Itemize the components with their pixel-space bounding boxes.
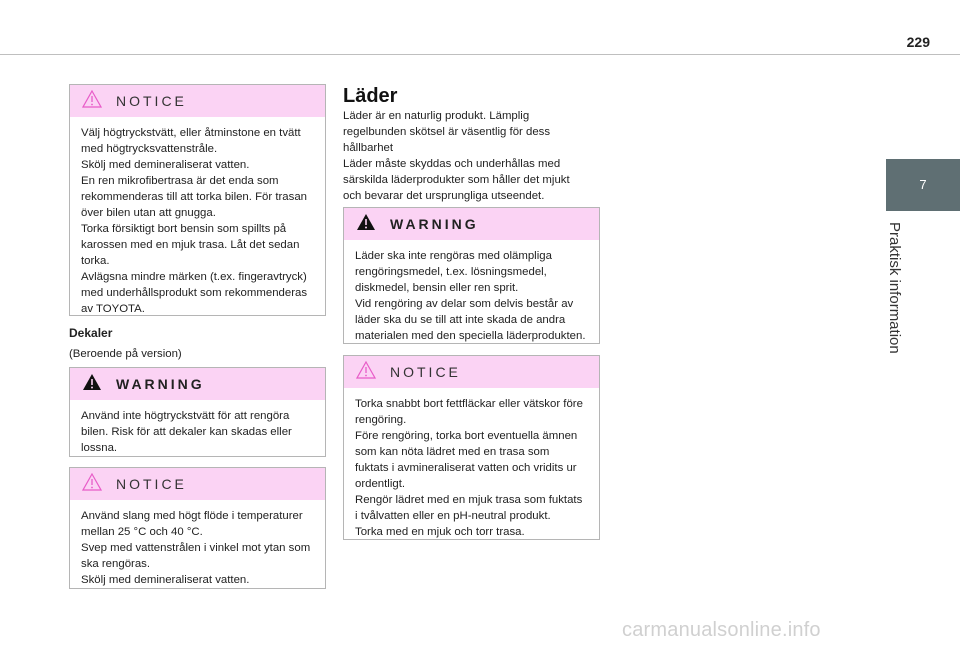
notice-label: NOTICE	[116, 476, 187, 492]
text-line: Läder är en naturlig produkt. Lämplig	[343, 110, 530, 122]
chapter-title-text: Praktisk information	[886, 222, 903, 354]
text-line: bilen. Risk för att dekaler kan skadas eller	[81, 426, 292, 438]
text-line: lossna.	[81, 442, 118, 454]
text-line: materialen med den speciella läderprodukten.	[355, 330, 586, 342]
warning-triangle-icon	[82, 373, 102, 396]
text-line: regelbunden skötsel är väsentlig för dess	[343, 126, 551, 138]
text-line: rengöring.	[355, 414, 407, 426]
text-line: Torka med en mjuk och torr trasa.	[355, 526, 525, 538]
notice-box-cleaning	[69, 84, 326, 316]
notice-header	[344, 356, 599, 388]
text-line: med underhållsprodukt som rekommenderas	[81, 287, 308, 299]
text-line: Använd slang med högt flöde i temperaturer	[81, 510, 303, 522]
text-line: Vid rengöring av delar som delvis består av	[355, 298, 574, 310]
text-line: fuktats i avmineraliserat vatten och vridits ur	[355, 462, 577, 474]
notice-body	[344, 388, 599, 546]
text-line: En ren mikrofibertrasa är det enda som	[81, 175, 279, 187]
section-heading-dekaler: Dekaler	[69, 326, 113, 340]
text-line: diskmedel, bensin eller ren sprit.	[355, 282, 519, 294]
warning-box-leather	[343, 207, 600, 344]
notice-header	[70, 85, 325, 117]
notice-body	[70, 500, 325, 594]
warning-label: WARNING	[116, 376, 205, 392]
warning-box-decals	[69, 367, 326, 457]
text-line: med högtrycksvattenstråle.	[81, 143, 218, 155]
text-line: ska rengöras.	[81, 558, 151, 570]
text-line: Torka snabbt bort fettfläckar eller vätskor före	[355, 398, 583, 410]
text-line: Skölj med demineraliserat vatten.	[81, 574, 250, 586]
text-line: ordentligt.	[355, 478, 406, 490]
notice-box-hose	[69, 467, 326, 589]
text-line: som kan nöta lädret med en trasa som	[355, 446, 550, 458]
text-line: Läder måste skyddas och underhållas med	[343, 158, 561, 170]
watermark: carmanualsonline.info	[622, 619, 821, 641]
warning-header	[70, 368, 325, 400]
text-line: Skölj med demineraliserat vatten.	[81, 159, 250, 171]
text-line: och bevarar det ursprungliga utseendet.	[343, 190, 545, 202]
notice-triangle-icon	[82, 473, 102, 496]
notice-triangle-icon	[356, 361, 376, 384]
text-line: Rengör lädret med en mjuk trasa som fuktats	[355, 494, 583, 506]
notice-body	[70, 117, 325, 323]
notice-header	[70, 468, 325, 500]
chapter-title	[883, 222, 903, 422]
text-line: rengöringsmedel, t.ex. lösningsmedel,	[355, 266, 547, 278]
section-title-lader: Läder	[343, 85, 398, 107]
text-line: Svep med vattenstrålen i vinkel mot ytan som	[81, 542, 311, 554]
text-line: mellan 25 °C och 40 °C.	[81, 526, 203, 538]
text-line: hållbarhet	[343, 142, 394, 154]
text-line: Torka försiktigt bort bensin som spillts på	[81, 223, 287, 235]
text-line: över bilen utan att gnugga.	[81, 207, 216, 219]
text-line: Före rengöring, torka bort eventuella ämnen	[355, 430, 578, 442]
text-line: torka.	[81, 255, 110, 267]
dekaler-version-note: (Beroende på version)	[69, 348, 182, 360]
text-line: särskilda läderprodukter som håller det mjukt	[343, 174, 570, 186]
text-line: karossen med en mjuk trasa. Låt det sedan	[81, 239, 300, 251]
warning-body	[70, 400, 325, 462]
text-line: Använd inte högtryckstvätt för att rengöra	[81, 410, 290, 422]
top-divider	[0, 54, 960, 55]
text-line: Välj högtryckstvätt, eller åtminstone en tvätt	[81, 127, 301, 139]
text-line: Läder ska inte rengöras med olämpliga	[355, 250, 552, 262]
warning-label: WARNING	[390, 216, 479, 232]
lader-intro	[343, 108, 593, 204]
notice-label: NOTICE	[390, 364, 461, 380]
text-line: av TOYOTA.	[81, 303, 145, 315]
warning-header	[344, 208, 599, 240]
text-line: rekommenderas till att torka bilen. För trasan	[81, 191, 308, 203]
warning-body	[344, 240, 599, 350]
text-line: Avlägsna mindre märken (t.ex. fingeravtryck)	[81, 271, 307, 283]
notice-label: NOTICE	[116, 93, 187, 109]
text-line: i tvålvatten eller en pH-neutral produkt.	[355, 510, 551, 522]
notice-triangle-icon	[82, 90, 102, 113]
notice-box-leather-care	[343, 355, 600, 540]
page-number: 229	[906, 34, 930, 50]
text-line: läder ska du se till att inte skada de andra	[355, 314, 566, 326]
chapter-tab[interactable]: 7	[886, 159, 960, 211]
warning-triangle-icon	[356, 213, 376, 236]
